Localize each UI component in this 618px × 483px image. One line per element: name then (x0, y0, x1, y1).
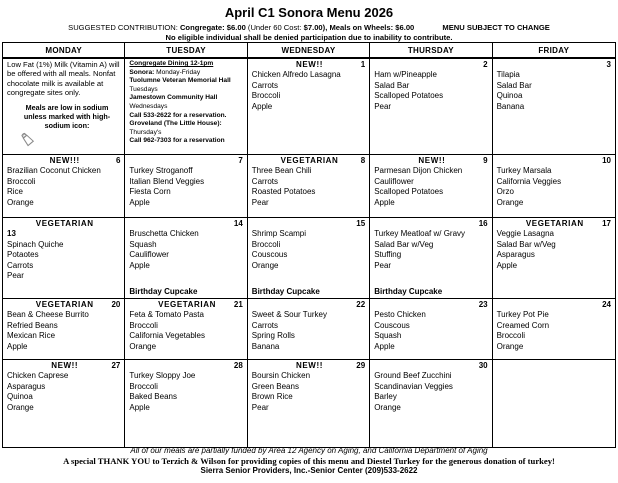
menu-item: Broccoli (496, 331, 526, 340)
dining-info-text: Wednesdays (129, 102, 168, 110)
cell-header-line (7, 361, 122, 371)
cell-tag: VEGETARIAN (35, 219, 94, 228)
menu-item: Three Bean Chili (251, 166, 312, 175)
cell-header-line (374, 300, 489, 310)
week-row-3 (3, 218, 615, 299)
cell-header-line (497, 219, 613, 229)
dining-info-line (129, 60, 244, 69)
menu-cell-day-15 (248, 218, 370, 298)
cell-header-line (129, 219, 244, 229)
menu-cell-day-3 (493, 59, 615, 154)
menu-cell-day-17 (493, 218, 615, 298)
menu-item: Scandinavian Veggies (374, 381, 453, 391)
menu-item: Apple (374, 197, 395, 207)
day-number: 21 (233, 300, 243, 309)
page-footer (0, 446, 618, 476)
menu-item: California Veggies (496, 176, 562, 186)
menu-calendar (2, 42, 616, 448)
menu-item: Pear (374, 260, 392, 270)
dining-info-text: Thursday's (129, 128, 162, 136)
menu-item: Ground Beef Zucchini (374, 371, 452, 380)
menu-item: Broccoli (251, 91, 281, 100)
day-number: 29 (356, 361, 366, 370)
menu-item: California Vegetables (129, 331, 205, 340)
menu-item: Banana (251, 341, 280, 351)
menu-cell-day-20 (3, 299, 125, 359)
menu-item: Couscous (374, 320, 410, 330)
cell-tag: VEGETARIAN (280, 156, 339, 165)
dining-info-text: Tuesdays (129, 85, 158, 93)
cell-header-line (252, 300, 367, 310)
menu-cell-day-27 (3, 360, 125, 447)
dining-info-line (129, 103, 244, 112)
weekday-header-tuesday: TUESDAY (125, 43, 247, 57)
menu-item: Scalloped Potatoes (374, 91, 444, 100)
thank-you-note: A special THANK YOU to Terzich & Wilson for providing copies of this menu and Diestel Turkey for the generous donation of turkey! (63, 455, 555, 466)
menu-item: Barley (374, 392, 397, 401)
menu-item: Cauliflower (374, 176, 414, 186)
cell-header-line (374, 156, 489, 166)
menu-item: Carrots (7, 260, 34, 270)
menu-item: Asparagus (496, 250, 535, 259)
dining-info-line (129, 120, 244, 129)
menu-item: Turkey Meatloaf w/ Gravy (374, 229, 466, 238)
menu-item: Stuffing (374, 250, 402, 259)
menu-item: Pear (374, 101, 392, 111)
cell-tag: NEW!! (418, 156, 446, 165)
cell-header-line (374, 219, 489, 229)
week-row-2 (3, 155, 615, 218)
week-row-5 (3, 360, 615, 447)
cell-header-line (497, 60, 613, 70)
salt-shaker-icon (19, 131, 35, 147)
menu-item: Chicken Alfredo Lasagna (251, 70, 341, 79)
menu-item: Quinoa (496, 91, 523, 100)
menu-item: Creamed Corn (496, 320, 550, 330)
menu-cell-day-10 (493, 155, 615, 217)
menu-item: Quinoa (7, 392, 33, 401)
menu-item: Pesto Chicken (374, 310, 426, 319)
menu-item: Broccoli (7, 176, 36, 186)
cell-header-line (252, 219, 367, 229)
day-number: 9 (483, 156, 488, 165)
cell-header-line (129, 361, 244, 371)
cell-header-line (129, 156, 244, 166)
menu-cell-day-1 (248, 59, 370, 154)
dining-info-line (129, 69, 244, 78)
menu-item: Apple (129, 260, 150, 270)
day-number: 10 (602, 156, 611, 165)
menu-item: Boursin Chicken (251, 371, 311, 380)
cell-tag: NEW!! (295, 361, 323, 370)
menu-item: Carrots (251, 176, 279, 186)
menu-item: Potaotes (7, 250, 39, 259)
menu-item: Italian Blend Veggies (129, 176, 205, 186)
menu-item: Apple (129, 197, 150, 207)
menu-item: Asparagus (7, 381, 46, 391)
menu-item: Orange (496, 341, 524, 351)
milk-note: Low Fat (1%) Milk (Vitamin A) will be offered with all meals. Nonfat chocolate milk is available at congregate sites only. (7, 60, 120, 97)
menu-item: Scalloped Potatoes (374, 187, 444, 196)
weekday-header-monday: MONDAY (3, 43, 125, 57)
day-number: 6 (115, 156, 121, 165)
menu-item: Broccoli (129, 320, 158, 330)
menu-item: Mexican Rice (7, 331, 56, 340)
cell-header-line (252, 60, 367, 70)
menu-item: Rice (7, 187, 24, 196)
weekday-header-friday: FRIDAY (538, 46, 570, 55)
menu-item: Orange (129, 341, 157, 351)
menu-cell-day-24 (493, 299, 615, 359)
menu-item: Baked Beans (129, 392, 177, 401)
menu-cell-day-14 (125, 218, 247, 298)
menu-item: Bruschetta Chicken (129, 229, 199, 238)
cell-header-line (7, 219, 122, 229)
day-number: 14 (233, 219, 243, 228)
menu-item: Ham w/Pineapple (374, 70, 437, 79)
menu-cell-day-8 (248, 155, 370, 217)
menu-item: Squash (374, 331, 402, 340)
day-number: 2 (483, 60, 488, 69)
menu-item: Salad Bar w/Veg (374, 239, 434, 249)
day-number: 17 (602, 219, 611, 228)
empty-cell (493, 360, 615, 447)
cell-tag: VEGETARIAN (525, 219, 584, 228)
organization-contact: Sierra Senior Providers, Inc.-Senior Center (209)533-2622 (200, 465, 418, 475)
menu-item: Apple (496, 260, 518, 270)
dining-info-text: Tuolumne Veteran Memorial Hall (129, 77, 231, 85)
funding-note: All of our meals are partially funded by Area 12 Agency on Aging, and California Department of Aging (130, 446, 488, 455)
menu-item: Spinach Quiche (7, 239, 64, 249)
cell-header-line (252, 156, 367, 166)
cell-header-line (129, 300, 244, 310)
menu-item: Fiesta Corn (129, 187, 171, 196)
suggested-contribution-label: SUGGESTED CONTRIBUTION: (68, 23, 178, 32)
menu-cell-day-2 (370, 59, 492, 154)
menu-item: Squash (129, 239, 157, 249)
menu-item: Banana (496, 101, 525, 111)
menu-item: Chicken Caprese (7, 371, 69, 380)
dining-info-text: Call 962-7303 for a reservation (129, 137, 225, 145)
cell-tag: VEGETARIAN (158, 300, 217, 309)
dining-info-text: Monday-Friday (154, 68, 201, 76)
menu-item: Refried Beans (7, 320, 58, 330)
day-number: 16 (478, 219, 488, 228)
cell-tag: NEW!!! (49, 156, 80, 165)
birthday-cupcake-note: Birthday Cupcake (129, 287, 198, 296)
menu-item: Orange (374, 402, 401, 412)
week-row-4 (3, 299, 615, 360)
menu-item: Sweet & Sour Turkey (251, 310, 327, 319)
menu-item: Turkey Marsala (496, 166, 552, 175)
week-row-1 (3, 59, 615, 155)
contribution-line (0, 23, 618, 32)
day-number: 27 (111, 361, 121, 370)
weekday-header-wednesday: WEDNESDAY (248, 43, 370, 57)
day-number: 8 (360, 156, 366, 165)
sodium-note: Meals are low in sodium unless marked with high-sodium icon: (23, 103, 111, 131)
day-number: 7 (238, 156, 243, 165)
menu-item: Salad Bar (374, 80, 410, 90)
day-number: 30 (478, 361, 488, 370)
dining-info-line (129, 94, 244, 103)
menu-cell-day-29 (248, 360, 370, 447)
menu-item: Turkey Stroganoff (129, 166, 193, 175)
menu-item: Couscous (251, 250, 288, 259)
cell-header-line (497, 300, 613, 310)
menu-item: Spring Rolls (251, 331, 295, 340)
dining-info-line (129, 77, 244, 86)
dining-info-line (129, 86, 244, 95)
menu-cell-day-7 (125, 155, 247, 217)
cell-header-line (374, 361, 489, 371)
dining-info-text: Congregate Dining 12-1pm (129, 60, 214, 67)
birthday-cupcake-note: Birthday Cupcake (374, 287, 443, 296)
menu-item: Orange (7, 402, 34, 412)
day-number: 3 (606, 60, 611, 69)
under60-prefix: (Under 60 Cost: (247, 23, 302, 32)
cell-tag: VEGETARIAN (35, 300, 94, 309)
day-number: 22 (356, 300, 366, 309)
menu-item: Broccoli (251, 239, 281, 249)
menu-item: Turkey Sloppy Joe (129, 371, 196, 380)
weekday-header-thursday: THURSDAY (370, 43, 492, 57)
menu-item: Apple (251, 101, 273, 111)
menu-item: Pear (251, 402, 269, 412)
day-number: 13 (7, 229, 16, 238)
dining-info-text: Jamestown Community Hall (129, 94, 218, 102)
menu-item: Orzo (496, 187, 514, 196)
under60-price: $7.00), (303, 23, 328, 32)
cell-header-line (497, 156, 613, 166)
menu-item: Apple (7, 341, 28, 351)
day-number: 15 (356, 219, 366, 228)
menu-item: Green Beans (251, 381, 299, 391)
cell-tag: NEW!! (295, 60, 323, 69)
dining-info-text: Sonora: (129, 68, 155, 76)
menu-item: Orange (496, 197, 524, 207)
menu-cell-day-16 (370, 218, 492, 298)
menu-item: Tilapia (496, 70, 520, 79)
menu-item: Turkey Pot Pie (496, 310, 549, 319)
dining-info-line (129, 112, 244, 121)
dining-info-text: Groveland (The Little House): (129, 120, 222, 128)
menu-cell-day-9 (370, 155, 492, 217)
menu-cell-day-28 (125, 360, 247, 447)
menu-item: Carrots (251, 320, 279, 330)
menu-item: Cauliflower (129, 250, 169, 259)
info-cell-congregate-dining (125, 59, 247, 154)
day-number: 28 (233, 361, 243, 370)
menu-item: Orange (251, 260, 279, 270)
weekday-header-row (3, 43, 615, 59)
menu-cell-day-6 (3, 155, 125, 217)
menu-item: Pear (251, 197, 269, 207)
day-number: 24 (602, 300, 611, 309)
day-number: 20 (111, 300, 121, 309)
menu-cell-day-21 (125, 299, 247, 359)
menu-cell-day-30 (370, 360, 492, 447)
dining-info-line (129, 137, 244, 146)
day-number: 23 (478, 300, 488, 309)
menu-item: Bean & Cheese Burrito (7, 310, 89, 319)
menu-item: Apple (374, 341, 395, 351)
menu-cell-day-22 (248, 299, 370, 359)
menu-item: Salad Bar (496, 80, 532, 90)
birthday-cupcake-note: Birthday Cupcake (251, 287, 320, 296)
menu-item: Feta & Tomato Pasta (129, 310, 204, 319)
cell-header-line (7, 300, 122, 310)
menu-cell-day-23 (370, 299, 492, 359)
congregate-price: Congregate: $6.00 (179, 23, 246, 32)
day-number: 1 (360, 60, 366, 69)
cell-tag: NEW!! (51, 361, 79, 370)
menu-item: Roasted Potatoes (251, 187, 316, 196)
menu-cell-day-13 (3, 218, 125, 298)
info-cell-milk (3, 59, 125, 154)
menu-item: Orange (7, 197, 34, 207)
eligibility-notice: No eligible individual shall be denied participation due to inability to contribute. (165, 33, 453, 42)
cell-header-line (374, 60, 489, 70)
menu-item: Salad Bar w/Veg (496, 239, 556, 249)
meals-on-wheels-price: Meals on Wheels: $6.00 (329, 23, 415, 32)
menu-item: Shrimp Scampi (251, 229, 307, 238)
menu-item: Pear (7, 271, 24, 280)
menu-subject-to-change: MENU SUBJECT TO CHANGE (442, 23, 550, 32)
cell-header-line (7, 156, 122, 166)
cell-header-line (252, 361, 367, 371)
menu-item: Veggie Lasagna (496, 229, 554, 238)
menu-item: Parmesan Dijon Chicken (374, 166, 463, 175)
dining-info-line (129, 129, 244, 138)
menu-item: Brown Rice (251, 392, 293, 401)
menu-item: Carrots (251, 80, 279, 90)
menu-item: Broccoli (129, 381, 158, 391)
menu-item: Apple (129, 402, 150, 412)
dining-info-text: Call 533-2622 for a reservation. (129, 111, 227, 119)
page-title: April C1 Sonora Menu 2026 (224, 5, 394, 20)
menu-item: Brazilian Coconut Chicken (7, 166, 101, 175)
